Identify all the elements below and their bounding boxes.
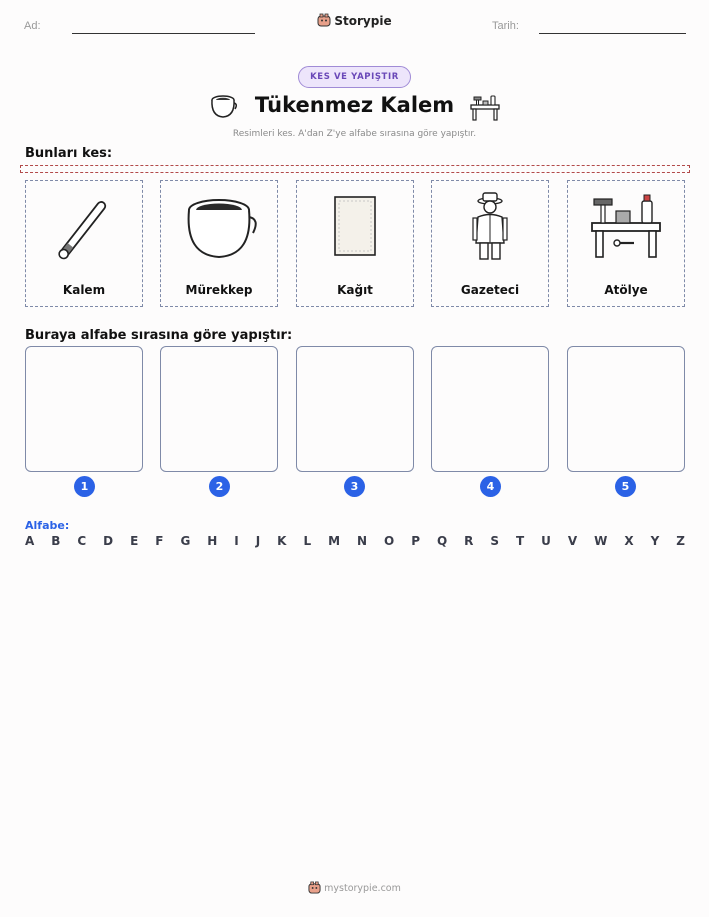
brand xyxy=(0,13,709,28)
alphabet-letter: A xyxy=(25,534,35,548)
journalist-icon xyxy=(446,187,534,269)
cut-heading: Bunları kes: xyxy=(25,146,113,161)
alphabet-letter: I xyxy=(234,534,239,548)
alphabet-letter: X xyxy=(624,534,634,548)
footer-url[interactable]: mystorypie.com xyxy=(324,883,401,894)
alphabet-letter: L xyxy=(303,534,312,548)
alphabet-letter: P xyxy=(411,534,420,548)
slot-number-2: 2 xyxy=(209,476,230,497)
activity-badge: KES VE YAPIŞTIR xyxy=(298,66,411,88)
paste-slot-2[interactable] xyxy=(160,346,278,472)
slot-number-3: 3 xyxy=(344,476,365,497)
alphabet-letter: G xyxy=(180,534,191,548)
alphabet-letter: W xyxy=(594,534,608,548)
alphabet-letter: V xyxy=(567,534,578,548)
card-label: Kalem xyxy=(62,283,106,297)
card-label: Gazeteci xyxy=(460,283,520,297)
card-label: Mürekkep xyxy=(185,283,253,297)
slot-number-5: 5 xyxy=(615,476,636,497)
cut-card-atolye[interactable] xyxy=(567,180,685,307)
alphabet-row xyxy=(25,534,685,548)
alphabet-letter: H xyxy=(207,534,218,548)
alphabet-letter: F xyxy=(155,534,164,548)
pen-icon xyxy=(40,187,128,269)
workshop-icon xyxy=(582,187,670,269)
alphabet-letter: U xyxy=(541,534,551,548)
alphabet-letter: T xyxy=(515,534,525,548)
alphabet-label: Alfabe: xyxy=(25,519,70,532)
ink-pot-icon xyxy=(175,187,263,269)
paste-heading: Buraya alfabe sırasına göre yapıştır: xyxy=(25,328,293,343)
alphabet-letter: Z xyxy=(676,534,685,548)
storypie-logo-icon xyxy=(308,881,321,894)
cut-card-kagit[interactable] xyxy=(296,180,414,307)
alphabet-letter: Y xyxy=(650,534,660,548)
cut-card-gazeteci[interactable] xyxy=(431,180,549,307)
alphabet-letter: N xyxy=(357,534,368,548)
date-label: Tarih: xyxy=(492,20,519,32)
alphabet-letter: O xyxy=(384,534,395,548)
footer xyxy=(0,881,709,894)
slot-number-1: 1 xyxy=(74,476,95,497)
alphabet-letter: B xyxy=(51,534,61,548)
alphabet-letter: R xyxy=(464,534,474,548)
page-title: Tükenmez Kalem xyxy=(254,93,455,117)
cut-card-kalem[interactable] xyxy=(25,180,143,307)
workshop-icon xyxy=(469,91,501,121)
cut-line xyxy=(20,165,690,173)
alphabet-letter: S xyxy=(490,534,499,548)
card-label: Atölye xyxy=(604,283,648,297)
alphabet-letter: K xyxy=(277,534,287,548)
paper-icon xyxy=(311,187,399,269)
alphabet-letter: D xyxy=(103,534,114,548)
instructions: Resimleri kes. A'dan Z'ye alfabe sırasına göre yapıştır. xyxy=(232,129,477,139)
card-label: Kağıt xyxy=(337,283,373,297)
brand-name: Storypie xyxy=(334,14,392,28)
paste-slot-5[interactable] xyxy=(567,346,685,472)
date-line xyxy=(539,33,686,34)
paste-slot-4[interactable] xyxy=(431,346,549,472)
alphabet-letter: J xyxy=(255,534,261,548)
name-label: Ad: xyxy=(24,20,41,32)
paste-slot-1[interactable] xyxy=(25,346,143,472)
slot-number-4: 4 xyxy=(480,476,501,497)
paste-slot-3[interactable] xyxy=(296,346,414,472)
cut-card-murekkep[interactable] xyxy=(160,180,278,307)
alphabet-letter: M xyxy=(328,534,341,548)
storypie-logo-icon xyxy=(317,13,331,27)
name-line xyxy=(72,33,255,34)
alphabet-letter: Q xyxy=(436,534,448,548)
alphabet-letter: C xyxy=(77,534,87,548)
alphabet-letter: E xyxy=(130,534,139,548)
